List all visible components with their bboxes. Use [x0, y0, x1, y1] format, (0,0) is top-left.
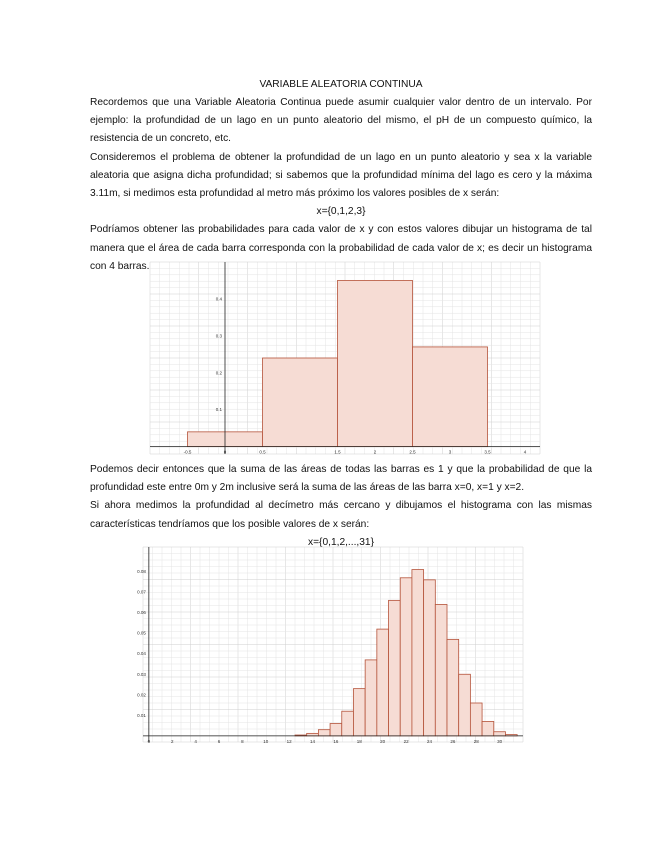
histogram-bar [494, 732, 506, 736]
paragraph-sum-areas: Podemos decir entonces que la suma de las áreas de todas las barras es 1 y que la probabilidad de que la profundidad este entre 0m y 2m inclusive será la suma de las áreas de las barra x=0, x=1 y x=2. [90, 464, 592, 494]
x-tick-label: 26 [450, 738, 456, 744]
x-tick-label: 4 [194, 738, 197, 744]
paragraph-histogram: Podríamos obtener las probabilidades para cada valor de x y con estos valores dibujar un histograma de tal manera que el área de cada barra corresponda con la probabilidad de cada valor de x; es decir un histograma con 4 barras. [90, 224, 592, 272]
y-tick-label: 0.08 [137, 569, 146, 575]
histogram-bar [318, 730, 330, 736]
histogram-bar [338, 280, 413, 446]
y-tick-label: 0.4 [215, 296, 222, 302]
x-tick-label: 0.5 [259, 449, 266, 455]
x-tick-label: 1.5 [334, 449, 341, 455]
histogram-bar [482, 721, 494, 735]
x-tick-label: 22 [403, 738, 409, 744]
y-tick-label: 0.1 [215, 407, 222, 413]
equation-values-32: x={0,1,2,...,31} [308, 536, 374, 548]
histogram-bar [389, 600, 401, 735]
y-tick-label: 0.07 [137, 589, 146, 595]
y-tick-label: 0.02 [137, 692, 146, 698]
histogram-bar [365, 660, 377, 736]
x-tick-label: -0.5 [183, 449, 192, 455]
paragraph-decimeter: Si ahora medimos la profundidad al decímetro más cercano y dibujamos el histograma con las mismas características tendríamos que los posible valores de x serán: [90, 500, 592, 530]
y-tick-label: 0.3 [215, 333, 222, 339]
histogram-bar [470, 703, 482, 736]
histogram-bar [424, 580, 436, 736]
histogram-chart-1 [150, 262, 540, 454]
histogram-bar [459, 674, 471, 736]
histogram-bar [435, 604, 447, 735]
equation-values-4: x={0,1,2,3} [316, 206, 366, 218]
x-tick-label: 16 [333, 738, 339, 744]
document-title: VARIABLE ALEATORIA CONTINUA [259, 79, 423, 90]
histogram-bar [413, 347, 488, 447]
histogram-bar [342, 711, 354, 736]
x-tick-label: 2 [170, 738, 174, 744]
paragraph-intro: Recordemos que una Variable Aleatoria Continua puede asumir cualquier valor dentro de un intervalo. Por ejemplo: la profundidad de un lago en un punto aleatorio del mismo, el pH de un compuesto químico, la resistencia de un concreto, etc. [90, 97, 592, 145]
y-tick-label: 0.01 [137, 712, 146, 718]
x-tick-label: 10 [263, 738, 269, 744]
histogram-bar [377, 629, 389, 736]
x-tick-label: 2.5 [409, 449, 416, 455]
x-tick-label: 14 [310, 738, 316, 744]
x-tick-label: 8 [241, 738, 244, 744]
x-tick-label: 2 [373, 449, 377, 455]
x-tick-label: 28 [473, 738, 479, 744]
x-tick-label: 0 [147, 738, 151, 744]
histogram-bar [412, 570, 424, 736]
document-body [90, 78, 592, 276]
histogram-bar [330, 724, 342, 736]
x-tick-label: 20 [380, 738, 386, 744]
x-tick-label: 4 [523, 449, 527, 455]
x-tick-label: 0 [223, 449, 227, 455]
x-tick-label: 6 [217, 738, 221, 744]
y-tick-label: 0.2 [215, 370, 222, 376]
histogram-bar [263, 358, 338, 447]
x-tick-label: 12 [286, 738, 292, 744]
x-tick-label: 18 [356, 738, 362, 744]
x-tick-label: 24 [426, 738, 432, 744]
y-tick-label: 0.06 [137, 610, 146, 616]
x-tick-label: 3.5 [484, 449, 491, 455]
histogram-chart-2 [137, 547, 523, 744]
histogram-bar [400, 578, 412, 736]
x-tick-label: 30 [497, 738, 503, 744]
y-tick-label: 0.04 [137, 651, 146, 657]
y-tick-label: 0.05 [137, 630, 146, 636]
histogram-bar [447, 639, 459, 735]
paragraph-problem: Consideremos el problema de obtener la profundidad de un lago en un punto aleatorio y sea x la variable aleatoria que asigna dicha profundidad; si sabemos que la profundidad mínima del lago es cero y la máxima 3.11m, si medimos esta profundidad al metro más próximo los valores posibles de x serán: [90, 151, 592, 200]
histogram-bar [353, 689, 365, 736]
y-tick-label: 0.03 [137, 671, 146, 677]
x-tick-label: 3 [448, 449, 452, 455]
document-body-continued [90, 461, 592, 552]
